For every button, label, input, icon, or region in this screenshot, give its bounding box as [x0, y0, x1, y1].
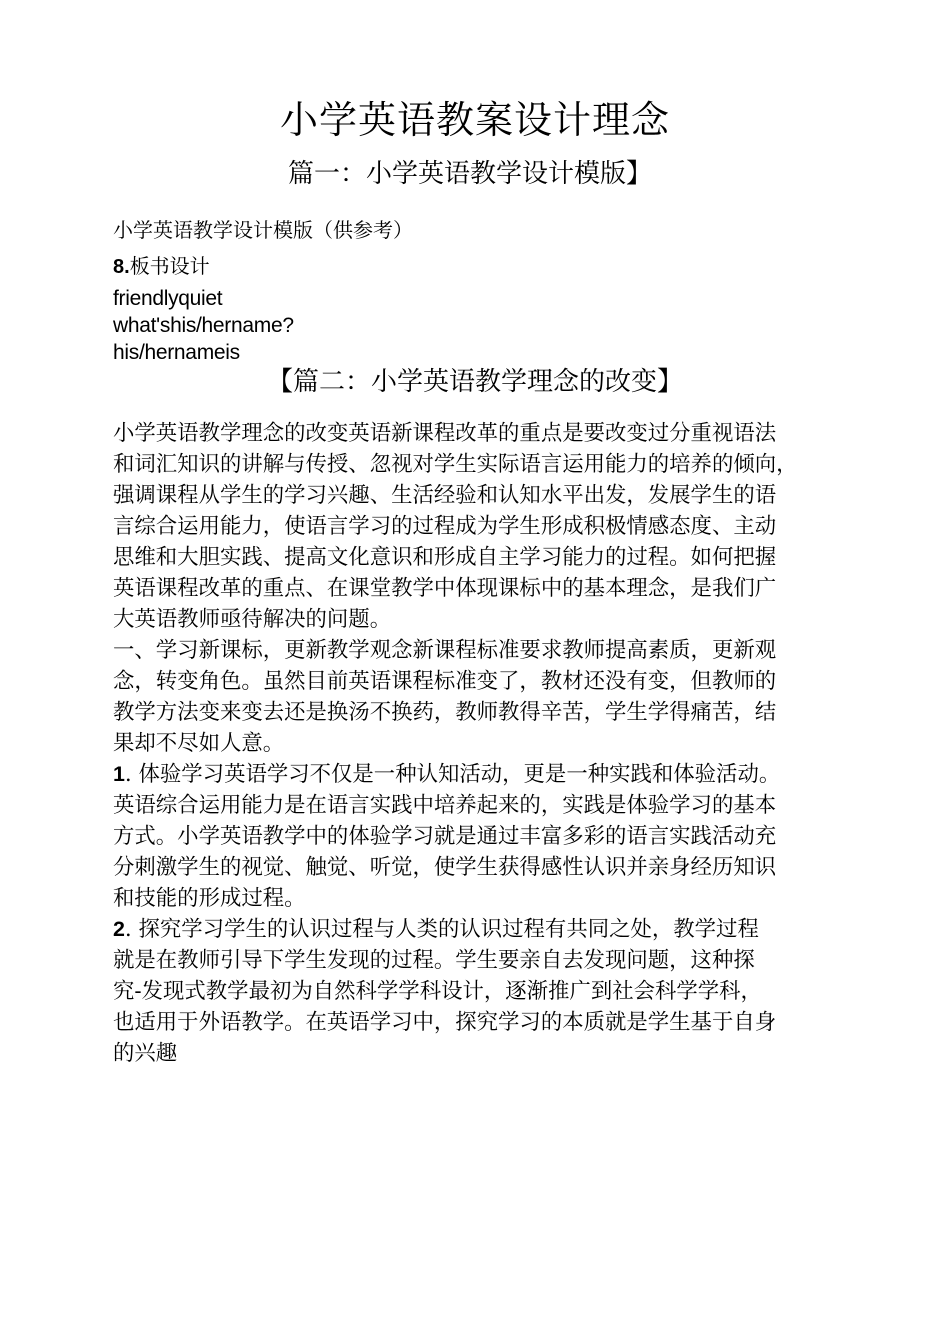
- body-line: 言综合运用能力，使语言学习的过程成为学生形成积极情感态度、主动: [113, 514, 777, 539]
- body-line: 方式。小学英语教学中的体验学习就是通过丰富多彩的语言实践活动充: [113, 824, 777, 849]
- item-1-number: 1: [113, 762, 125, 786]
- body-line: 和词汇知识的讲解与传授、忽视对学生实际语言运用能力的培养的倾向，: [113, 452, 798, 477]
- item-1-first-line: [113, 759, 858, 790]
- body-line: 一、学习新课标，更新教学观念新课程标准要求教师提高素质，更新观: [113, 638, 777, 663]
- board-design-number: 8.: [113, 256, 130, 278]
- body-text: [113, 418, 858, 1069]
- body-line: 就是在教师引导下学生发现的过程。学生要亲自去发现问题，这种探: [113, 948, 755, 973]
- board-line: friendlyquiet: [113, 287, 223, 310]
- body-line: 教学方法变来变去还是换汤不换药，教师教得辛苦，学生学得痛苦，结: [113, 700, 777, 725]
- body-line: 的兴趣: [113, 1041, 178, 1066]
- body-line: 强调课程从学生的学习兴趣、生活经验和认知水平出发，发展学生的语: [113, 483, 777, 508]
- body-line: 也适用于外语教学。在英语学习中，探究学习的本质就是学生基于自身: [113, 1010, 777, 1035]
- section-heading-1: 篇一：小学英语教学设计模版】: [287, 159, 652, 189]
- body-line: 小学英语教学理念的改变英语新课程改革的重点是要改变过分重视语法: [113, 421, 777, 446]
- intro-line: 小学英语教学设计模版（供参考）: [113, 218, 413, 242]
- body-line: 和技能的形成过程。: [113, 886, 306, 911]
- body-line: 念，转变角色。虽然目前英语课程标准变了，教材还没有变，但教师的: [113, 669, 777, 694]
- board-line: his/hernameis: [113, 341, 240, 364]
- body-line: 究-发现式教学最初为自然科学学科设计，逐渐推广到社会科学学科，: [113, 979, 762, 1004]
- item-1-text: . 体验学习英语学习不仅是一种认知活动，更是一种实践和体验活动。: [124, 762, 781, 787]
- item-2-first-line: [113, 914, 858, 945]
- page-title: 小学英语教案设计理念: [279, 98, 670, 142]
- board-design-heading: [113, 251, 210, 282]
- body-line: 大英语教师亟待解决的问题。: [113, 607, 392, 632]
- board-design-label: 板书设计: [129, 254, 210, 278]
- body-line: 英语综合运用能力是在语言实践中培养起来的，实践是体验学习的基本: [113, 793, 777, 818]
- body-line: 分刺激学生的视觉、触觉、听觉，使学生获得感性认识并亲身经历知识: [113, 855, 777, 880]
- board-line: what'shis/hername?: [113, 314, 294, 337]
- body-line: 果却不尽如人意。: [113, 731, 285, 756]
- body-line: 英语课程改革的重点、在课堂教学中体现课标中的基本理念，是我们广: [113, 576, 777, 601]
- section-heading-2: 【篇二：小学英语教学理念的改变】: [266, 367, 683, 397]
- item-2-number: 2: [113, 917, 125, 941]
- item-2-text: . 探究学习学生的认识过程与人类的认识过程有共同之处，教学过程: [124, 917, 759, 942]
- body-line: 思维和大胆实践、提高文化意识和形成自主学习能力的过程。如何把握: [113, 545, 777, 570]
